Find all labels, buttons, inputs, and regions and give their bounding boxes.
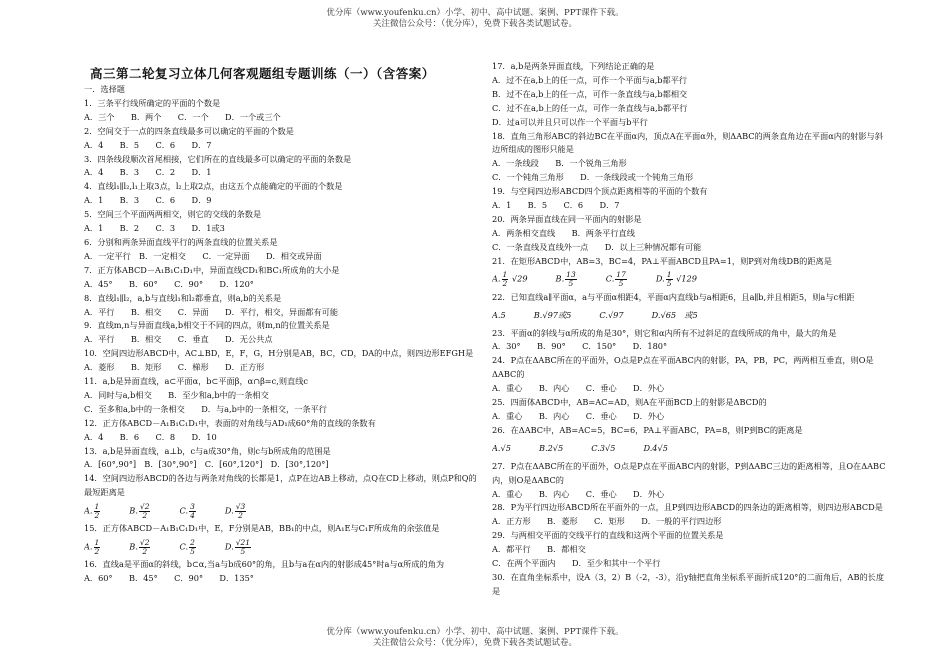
text-line: A．4 B．5 C．6 D．7 <box>84 139 212 150</box>
q21-options <box>492 269 888 291</box>
option-d: D. $\frac{√21}{5}$ <box>224 537 251 556</box>
text-line: 4．直线l₁∥l₂,l₁上取3点，l₂上取2点，由这五个点能确定的平面的个数是 <box>84 181 343 192</box>
right-column <box>492 60 888 599</box>
text-line: A．正方形 B．菱形 C．矩形 D．一般的平行四边形 <box>492 516 722 527</box>
text-line: 18．直角三角形ABC的斜边BC在平面α内，顶点A在平面α外，则ΔABC的两条直角边在平面α内的射影与斜边所组成的图形只能是 <box>492 130 883 155</box>
left-question-list <box>84 83 480 500</box>
fraction: $\frac{1}{2}$ <box>502 270 508 289</box>
text-line: A．45° B．60° C．90° D．120° <box>84 278 254 289</box>
header-line-2: 关注微信公众号：（优分库），免费下载各类试题试卷。 <box>372 19 577 29</box>
text-line: 12．正方体ABCD－A₁B₁C₁D₁中，表面的对角线与AD₁成60°角的直线的条数有 <box>84 417 376 428</box>
option-a: A. $\frac{1}{2}$ √29 <box>492 270 528 289</box>
q15-text: 15．正方体ABCD－A₁B₁C₁D₁中，E，F分别是AB，BB₁的中点，则A₁E与C₁F所成角的余弦值是 <box>84 523 440 534</box>
text-line: 21．在矩形ABCD中，AB=3，BC=4，PA⊥平面ABCD且PA=1，则P到对角线DB的距离是 <box>492 255 832 266</box>
text-line: A．1 B．5 C．6 D．7 <box>492 200 620 211</box>
fraction: $\frac{√3}{2}$ <box>235 501 246 520</box>
text-line: B．过不在a,b上的任一点，可作一条直线与a,b都相交 <box>492 88 688 99</box>
option-b: B. $\frac{√2}{2}$ <box>129 537 150 556</box>
option-d: D. $\frac{√3}{2}$ <box>224 501 246 520</box>
text-line: A．一条线段 B．一个锐角三角形 <box>492 158 627 169</box>
text-line: D．过a可以并且只可以作一个平面与b平行 <box>492 116 648 127</box>
q22-text: 22．已知直线a∥平面α，a与平面α相距4，平面α内直线b与a相距6，且a∥b,并且相距5，则a与c相距 <box>492 291 855 302</box>
fraction: $\frac{1}{2}$ <box>94 501 100 520</box>
option-c: C. $\frac{17}{5}$ <box>605 270 626 289</box>
text-line: A．菱形 B．矩形 C．梯形 D．正方形 <box>84 362 265 373</box>
text-line: 23．平面α的斜线与α所成的角是30°，则它和α内所有不过斜足的直线所成的角中，最大的角是 <box>492 327 837 338</box>
fraction: $\frac{2}{5}$ <box>190 537 195 556</box>
text-line: A．过不在a,b上的任一点，可作一个平面与a,b都平行 <box>492 74 688 85</box>
right-question-list-a <box>492 60 888 269</box>
footer-line-2: 关注微信公众号：（优分库），免费下载各类试题试卷。 <box>372 638 577 648</box>
text-line: 9．直线m,n与异面直线a,b相交于不同的四点，则m,n的位置关系是 <box>84 320 330 331</box>
text-line: 6．分别和两条异面直线平行的两条直线的位置关系是 <box>84 236 278 247</box>
text-line: A．[60°,90°] B．[30°,90°] C．[60°,120°] D．[30°,120°] <box>84 459 329 470</box>
text-line: 30．在直角坐标系中，设A（3，2）B（-2，-3），沿y轴把直角坐标系平面折成120°的二面角后，AB的长度是 <box>492 572 885 596</box>
text-line: 11．a,b是异面直线，a⊂平面α，b⊂平面β，α∩β=c,则直线c <box>84 376 309 387</box>
text-line: A．30° B．90° C．150° D．180° <box>492 341 668 352</box>
text-line: A．都平行 B．都相交 <box>492 544 586 555</box>
q14-options <box>84 500 480 522</box>
text-line: 8．直线l₁∥l₂，a,b与直线l₁和l₂都垂直，则a,b的关系是 <box>84 292 282 303</box>
fraction: $\frac{√2}{2}$ <box>139 501 150 520</box>
option-d: D.4√5 <box>643 442 668 453</box>
text-line: 27．P点在ΔABC所在的平面外，O点是P点在平面ABC内的射影，P到ΔABC三边的距离相等，且O在ΔABC内，则O是ΔABC的 <box>492 460 886 485</box>
q15-options <box>84 536 480 558</box>
text-line: 一．选择题 <box>84 84 125 94</box>
option-b: B.√97或5 <box>533 309 572 320</box>
text-line: 20．两条异面直线在同一平面内的射影是 <box>492 213 642 224</box>
text-line: 5．空间三个平面两两相交，则它的交线的条数是 <box>84 209 262 220</box>
text-line: A．重心 B．内心 C．垂心 D．外心 <box>492 383 665 394</box>
page-footer <box>0 627 950 649</box>
q26-options <box>492 438 888 460</box>
text-line: A．同时与a,b相交 B．至少和a,b中的一条相交 <box>84 389 269 400</box>
option-c: C. $\frac{2}{5}$ <box>179 537 195 556</box>
option-b: B.2√5 <box>538 442 564 453</box>
option-d: D.√65 或5 <box>651 309 698 320</box>
fraction: $\frac{17}{5}$ <box>616 270 626 289</box>
text-line: A．三个 B．两个 C．一个 D．一个或三个 <box>84 111 281 122</box>
text-line: C．在两个平面内 D．至少和其中一个平行 <box>492 558 661 569</box>
text-line: A．1 B．3 C．6 D．9 <box>84 195 212 206</box>
text-line: A．平行 B．相交 C．异面 D．平行，相交，异面都有可能 <box>84 306 339 317</box>
text-line: A．平行 B．相交 C．垂直 D．无公共点 <box>84 334 273 345</box>
option-a: A.√5 <box>492 442 511 453</box>
text-line: C．过不在a,b上的任一点，可作一条直线与a,b都平行 <box>492 102 688 113</box>
text-line: A．两条相交直线 B．两条平行直线 <box>492 227 635 238</box>
text-line: 16．直线a是平面α的斜线，b⊂α,当a与b成60°的角，且b与a在α内的射影成45°时a与α所成的角为 <box>84 559 445 570</box>
text-line: 7．正方体ABCD－A₁B₁C₁D₁中，异面直线CD₁和BC₁所成角的大小是 <box>84 264 340 275</box>
text-line: 13．a,b是异面直线，a⊥b，c与a成30°角，则c与b所成角的范围是 <box>84 445 331 456</box>
text-line: 26．在ΔABC中，AB=AC=5，BC=6，PA⊥平面ABC，PA=8，则P到BC的距离是 <box>492 424 803 435</box>
text-line: 10．空间四边形ABCD中，AC⊥BD，E，F，G，H分别是AB，BC，CD，DA的中点，则四边形EFGH是 <box>84 348 474 359</box>
fraction: $\frac{1}{5}$ <box>666 270 672 289</box>
option-a: A. $\frac{1}{2}$ <box>84 537 100 556</box>
option-c: C.3√5 <box>591 442 616 453</box>
text-line: 3．四条线段顺次首尾相接，它们所在的直线最多可以确定的平面的条数是 <box>84 153 352 164</box>
text-line: C．至多和a,b中的一条相交 D．与a,b中的一条相交，一条平行 <box>84 403 327 414</box>
text-line: C．一个钝角三角形 D．一条线段或一个钝角三角形 <box>492 172 694 183</box>
text-line: 24．P点在ΔABC所在的平面外，O点是P点在平面ABC内的射影，PA，PB，PC，两两相互垂直，则O是ΔABC的 <box>492 355 874 380</box>
right-question-list-c <box>492 460 888 599</box>
text-line: A．重心 B．内心 C．垂心 D．外心 <box>492 410 665 421</box>
text-line: A．1 B．2 C．3 D．1或3 <box>84 223 225 234</box>
text-line: A．重心 B．内心 C．垂心 D．外心 <box>492 488 665 499</box>
header-line-1: 优分库（www.youfenku.cn）小学、初中、高中试题、案例、PPT课件下载。 <box>326 8 624 18</box>
text-line: 14．空间四边形ABCD的各边与两条对角线的长都是1，点P在边AB上移动，点Q在CD上移动，则点P和Q的最短距离是 <box>84 473 477 498</box>
fraction: $\frac{3}{4}$ <box>190 501 195 520</box>
text-line: A．60° B．45° C．90° D．135° <box>84 573 254 583</box>
q22-options <box>492 305 888 327</box>
text-line: 2．空间交于一点的四条直线最多可以确定的平面的个数是 <box>84 125 294 136</box>
option-c: C. $\frac{3}{4}$ <box>179 501 195 520</box>
option-c: C.√97 <box>599 309 624 320</box>
page-header <box>0 8 950 30</box>
fraction: $\frac{√2}{2}$ <box>139 537 150 556</box>
text-line: 25．四面体ABCD中，AB=AC=AD，则A在平面BCD上的射影是ΔBCD的 <box>492 397 767 408</box>
text-line: 28．P为平行四边形ABCD所在平面外的一点，且P到四边形ABCD的四条边的距离相等，则四边形ABCD是 <box>492 502 883 513</box>
text-line: C．一条直线及直线外一点 D．以上三种情况都有可能 <box>492 241 702 252</box>
left-column <box>84 83 480 586</box>
text-line: A．4 B．3 C．2 D．1 <box>84 167 212 178</box>
text-line: 1．三条平行线所确定的平面的个数是 <box>84 97 221 108</box>
footer-line-1: 优分库（www.youfenku.cn）小学、初中、高中试题、案例、PPT课件下载。 <box>326 627 624 637</box>
document-title: 高三第二轮复习立体几何客观题组专题训练（一）（含答案） <box>90 66 435 81</box>
option-b: B. $\frac{√2}{2}$ <box>129 501 150 520</box>
text-line: 17．a,b是两条异面直线，下列结论正确的是 <box>492 61 655 71</box>
text-line: A．4 B．6 C．8 D．10 <box>84 431 217 442</box>
fraction: $\frac{13}{5}$ <box>566 270 576 289</box>
left-tail-list <box>84 558 480 586</box>
text-line: A．一定平行 B．一定相交 C．一定异面 D．相交或异面 <box>84 250 322 261</box>
text-line: 29．与两相交平面的交线平行的直线和这两个平面的位置关系是 <box>492 530 724 541</box>
option-a: A.5 <box>492 309 506 320</box>
fraction: $\frac{√21}{5}$ <box>235 537 251 556</box>
option-b: B. $\frac{13}{5}$ <box>555 270 576 289</box>
right-question-list-b <box>492 327 888 438</box>
option-a: A. $\frac{1}{2}$ <box>84 501 100 520</box>
fraction: $\frac{1}{2}$ <box>94 537 100 556</box>
option-d: D. $\frac{1}{5}$ √129 <box>655 270 697 289</box>
text-line: 19．与空间四边形ABCD四个顶点距离相等的平面的个数有 <box>492 186 708 197</box>
